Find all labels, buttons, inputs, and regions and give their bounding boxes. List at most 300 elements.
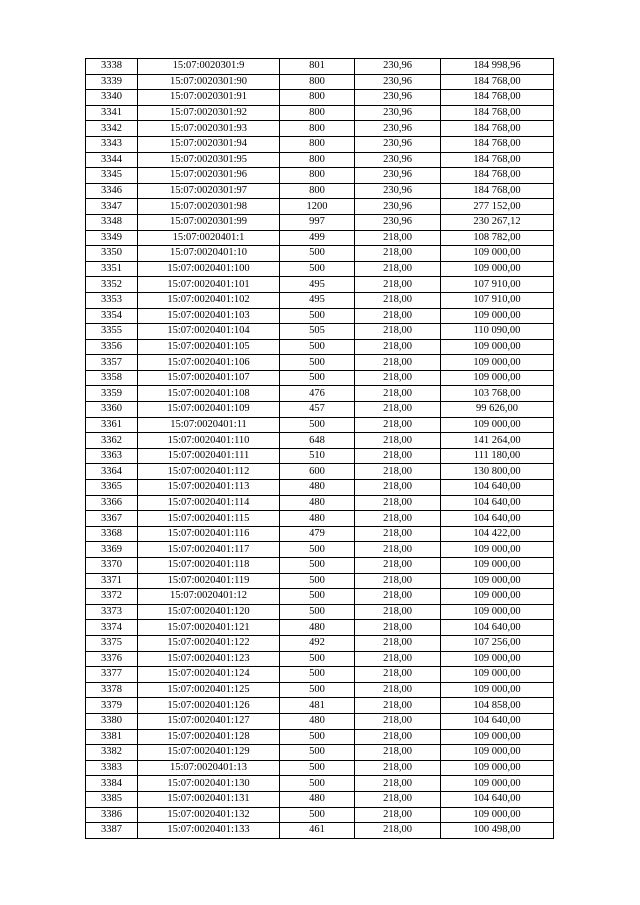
area-cell: 500 xyxy=(280,667,355,683)
row-number-cell: 3387 xyxy=(86,823,138,839)
value-cell: 109 000,00 xyxy=(441,573,554,589)
row-number-cell: 3385 xyxy=(86,791,138,807)
rate-cell: 218,00 xyxy=(355,558,441,574)
row-number-cell: 3381 xyxy=(86,729,138,745)
cadastral-number-cell: 15:07:0020401:127 xyxy=(138,713,280,729)
row-number-cell: 3352 xyxy=(86,277,138,293)
value-cell: 107 910,00 xyxy=(441,277,554,293)
cadastral-number-cell: 15:07:0020401:132 xyxy=(138,807,280,823)
cadastral-number-cell: 15:07:0020401:116 xyxy=(138,526,280,542)
rate-cell: 218,00 xyxy=(355,745,441,761)
value-cell: 141 264,00 xyxy=(441,433,554,449)
area-cell: 499 xyxy=(280,230,355,246)
value-cell: 104 640,00 xyxy=(441,791,554,807)
table-row xyxy=(86,542,554,558)
value-cell: 230 267,12 xyxy=(441,214,554,230)
area-cell: 500 xyxy=(280,417,355,433)
row-number-cell: 3356 xyxy=(86,339,138,355)
area-cell: 997 xyxy=(280,214,355,230)
table-row xyxy=(86,823,554,839)
value-cell: 104 640,00 xyxy=(441,511,554,527)
value-cell: 100 498,00 xyxy=(441,823,554,839)
rate-cell: 218,00 xyxy=(355,355,441,371)
row-number-cell: 3366 xyxy=(86,495,138,511)
rate-cell: 230,96 xyxy=(355,199,441,215)
cadastral-number-cell: 15:07:0020301:9 xyxy=(138,59,280,75)
cadastral-number-cell: 15:07:0020401:120 xyxy=(138,604,280,620)
area-cell: 481 xyxy=(280,698,355,714)
area-cell: 500 xyxy=(280,246,355,262)
rate-cell: 218,00 xyxy=(355,526,441,542)
cadastral-number-cell: 15:07:0020301:92 xyxy=(138,105,280,121)
table-row xyxy=(86,308,554,324)
row-number-cell: 3384 xyxy=(86,776,138,792)
table-row xyxy=(86,152,554,168)
cadastral-number-cell: 15:07:0020401:111 xyxy=(138,448,280,464)
value-cell: 184 768,00 xyxy=(441,74,554,90)
area-cell: 510 xyxy=(280,448,355,464)
value-cell: 109 000,00 xyxy=(441,745,554,761)
area-cell: 480 xyxy=(280,713,355,729)
cadastral-number-cell: 15:07:0020401:13 xyxy=(138,760,280,776)
rate-cell: 218,00 xyxy=(355,791,441,807)
row-number-cell: 3364 xyxy=(86,464,138,480)
area-cell: 500 xyxy=(280,776,355,792)
table-row xyxy=(86,292,554,308)
value-cell: 184 768,00 xyxy=(441,90,554,106)
table-row xyxy=(86,230,554,246)
table-row xyxy=(86,698,554,714)
cadastral-number-cell: 15:07:0020401:129 xyxy=(138,745,280,761)
row-number-cell: 3386 xyxy=(86,807,138,823)
row-number-cell: 3342 xyxy=(86,121,138,137)
table-row xyxy=(86,370,554,386)
table-row xyxy=(86,261,554,277)
table-row xyxy=(86,511,554,527)
cadastral-number-cell: 15:07:0020301:95 xyxy=(138,152,280,168)
cadastral-number-cell: 15:07:0020301:97 xyxy=(138,183,280,199)
table-row xyxy=(86,495,554,511)
area-cell: 800 xyxy=(280,105,355,121)
row-number-cell: 3350 xyxy=(86,246,138,262)
table-row xyxy=(86,776,554,792)
table-row xyxy=(86,121,554,137)
area-cell: 500 xyxy=(280,339,355,355)
cadastral-number-cell: 15:07:0020401:118 xyxy=(138,558,280,574)
row-number-cell: 3359 xyxy=(86,386,138,402)
area-cell: 800 xyxy=(280,136,355,152)
row-number-cell: 3344 xyxy=(86,152,138,168)
value-cell: 184 768,00 xyxy=(441,168,554,184)
row-number-cell: 3355 xyxy=(86,324,138,340)
rate-cell: 218,00 xyxy=(355,417,441,433)
cadastral-number-cell: 15:07:0020401:1 xyxy=(138,230,280,246)
value-cell: 277 152,00 xyxy=(441,199,554,215)
rate-cell: 218,00 xyxy=(355,480,441,496)
rate-cell: 218,00 xyxy=(355,308,441,324)
rate-cell: 218,00 xyxy=(355,339,441,355)
area-cell: 480 xyxy=(280,791,355,807)
cadastral-number-cell: 15:07:0020401:128 xyxy=(138,729,280,745)
value-cell: 109 000,00 xyxy=(441,667,554,683)
table-row xyxy=(86,339,554,355)
value-cell: 107 910,00 xyxy=(441,292,554,308)
value-cell: 107 256,00 xyxy=(441,635,554,651)
cadastral-number-cell: 15:07:0020401:102 xyxy=(138,292,280,308)
table-row xyxy=(86,183,554,199)
cadastral-number-cell: 15:07:0020301:98 xyxy=(138,199,280,215)
area-cell: 480 xyxy=(280,620,355,636)
value-cell: 109 000,00 xyxy=(441,604,554,620)
cadastral-number-cell: 15:07:0020401:11 xyxy=(138,417,280,433)
table-row xyxy=(86,620,554,636)
rate-cell: 218,00 xyxy=(355,433,441,449)
value-cell: 109 000,00 xyxy=(441,776,554,792)
table-row xyxy=(86,386,554,402)
value-cell: 109 000,00 xyxy=(441,807,554,823)
table-row xyxy=(86,713,554,729)
row-number-cell: 3341 xyxy=(86,105,138,121)
rate-cell: 230,96 xyxy=(355,74,441,90)
area-cell: 495 xyxy=(280,292,355,308)
table-row xyxy=(86,573,554,589)
rate-cell: 218,00 xyxy=(355,230,441,246)
cadastral-number-cell: 15:07:0020401:131 xyxy=(138,791,280,807)
area-cell: 492 xyxy=(280,635,355,651)
table-row xyxy=(86,791,554,807)
value-cell: 184 768,00 xyxy=(441,121,554,137)
table-row xyxy=(86,433,554,449)
rate-cell: 218,00 xyxy=(355,386,441,402)
row-number-cell: 3339 xyxy=(86,74,138,90)
value-cell: 109 000,00 xyxy=(441,355,554,371)
table-row xyxy=(86,168,554,184)
rate-cell: 218,00 xyxy=(355,713,441,729)
rate-cell: 218,00 xyxy=(355,729,441,745)
area-cell: 801 xyxy=(280,59,355,75)
cadastral-number-cell: 15:07:0020301:93 xyxy=(138,121,280,137)
rate-cell: 218,00 xyxy=(355,324,441,340)
table-row xyxy=(86,729,554,745)
rate-cell: 218,00 xyxy=(355,542,441,558)
table-row xyxy=(86,277,554,293)
value-cell: 109 000,00 xyxy=(441,542,554,558)
row-number-cell: 3376 xyxy=(86,651,138,667)
rate-cell: 218,00 xyxy=(355,620,441,636)
cadastral-number-cell: 15:07:0020401:113 xyxy=(138,480,280,496)
area-cell: 500 xyxy=(280,589,355,605)
cadastral-number-cell: 15:07:0020301:90 xyxy=(138,74,280,90)
table-row xyxy=(86,604,554,620)
table-row xyxy=(86,448,554,464)
rate-cell: 218,00 xyxy=(355,277,441,293)
rate-cell: 218,00 xyxy=(355,760,441,776)
value-cell: 109 000,00 xyxy=(441,589,554,605)
table-row xyxy=(86,745,554,761)
row-number-cell: 3361 xyxy=(86,417,138,433)
area-cell: 648 xyxy=(280,433,355,449)
area-cell: 500 xyxy=(280,261,355,277)
value-cell: 109 000,00 xyxy=(441,651,554,667)
table-row xyxy=(86,105,554,121)
table-row xyxy=(86,214,554,230)
area-cell: 505 xyxy=(280,324,355,340)
row-number-cell: 3345 xyxy=(86,168,138,184)
area-cell: 800 xyxy=(280,74,355,90)
row-number-cell: 3378 xyxy=(86,682,138,698)
cadastral-number-cell: 15:07:0020401:133 xyxy=(138,823,280,839)
rate-cell: 218,00 xyxy=(355,292,441,308)
rate-cell: 230,96 xyxy=(355,105,441,121)
row-number-cell: 3357 xyxy=(86,355,138,371)
value-cell: 109 000,00 xyxy=(441,558,554,574)
row-number-cell: 3360 xyxy=(86,402,138,418)
value-cell: 104 640,00 xyxy=(441,713,554,729)
value-cell: 104 422,00 xyxy=(441,526,554,542)
value-cell: 109 000,00 xyxy=(441,308,554,324)
value-cell: 104 640,00 xyxy=(441,480,554,496)
table-row xyxy=(86,760,554,776)
cadastral-number-cell: 15:07:0020401:115 xyxy=(138,511,280,527)
value-cell: 184 768,00 xyxy=(441,183,554,199)
area-cell: 457 xyxy=(280,402,355,418)
area-cell: 500 xyxy=(280,370,355,386)
rate-cell: 218,00 xyxy=(355,635,441,651)
rate-cell: 218,00 xyxy=(355,698,441,714)
area-cell: 500 xyxy=(280,745,355,761)
value-cell: 104 640,00 xyxy=(441,495,554,511)
cadastral-number-cell: 15:07:0020401:121 xyxy=(138,620,280,636)
value-cell: 109 000,00 xyxy=(441,729,554,745)
table-row xyxy=(86,526,554,542)
row-number-cell: 3368 xyxy=(86,526,138,542)
table-row xyxy=(86,402,554,418)
table-row xyxy=(86,246,554,262)
area-cell: 800 xyxy=(280,168,355,184)
area-cell: 800 xyxy=(280,121,355,137)
value-cell: 184 768,00 xyxy=(441,105,554,121)
rate-cell: 218,00 xyxy=(355,682,441,698)
area-cell: 800 xyxy=(280,90,355,106)
table-row xyxy=(86,667,554,683)
rate-cell: 230,96 xyxy=(355,183,441,199)
cadastral-number-cell: 15:07:0020301:96 xyxy=(138,168,280,184)
rate-cell: 230,96 xyxy=(355,136,441,152)
cadastral-number-cell: 15:07:0020401:130 xyxy=(138,776,280,792)
area-cell: 600 xyxy=(280,464,355,480)
cadastral-number-cell: 15:07:0020301:91 xyxy=(138,90,280,106)
row-number-cell: 3348 xyxy=(86,214,138,230)
area-cell: 480 xyxy=(280,480,355,496)
table-row xyxy=(86,651,554,667)
rate-cell: 230,96 xyxy=(355,121,441,137)
rate-cell: 218,00 xyxy=(355,511,441,527)
value-cell: 109 000,00 xyxy=(441,417,554,433)
value-cell: 109 000,00 xyxy=(441,370,554,386)
area-cell: 476 xyxy=(280,386,355,402)
table-row xyxy=(86,807,554,823)
cadastral-number-cell: 15:07:0020401:105 xyxy=(138,339,280,355)
area-cell: 800 xyxy=(280,152,355,168)
row-number-cell: 3377 xyxy=(86,667,138,683)
table-row xyxy=(86,417,554,433)
cadastral-number-cell: 15:07:0020401:124 xyxy=(138,667,280,683)
area-cell: 495 xyxy=(280,277,355,293)
area-cell: 480 xyxy=(280,495,355,511)
area-cell: 500 xyxy=(280,760,355,776)
rate-cell: 218,00 xyxy=(355,573,441,589)
row-number-cell: 3354 xyxy=(86,308,138,324)
rate-cell: 218,00 xyxy=(355,604,441,620)
value-cell: 104 640,00 xyxy=(441,620,554,636)
cadastral-number-cell: 15:07:0020401:101 xyxy=(138,277,280,293)
value-cell: 109 000,00 xyxy=(441,261,554,277)
value-cell: 109 000,00 xyxy=(441,760,554,776)
rate-cell: 230,96 xyxy=(355,152,441,168)
rate-cell: 218,00 xyxy=(355,667,441,683)
row-number-cell: 3373 xyxy=(86,604,138,620)
cadastral-number-cell: 15:07:0020401:117 xyxy=(138,542,280,558)
area-cell: 500 xyxy=(280,308,355,324)
table-row xyxy=(86,682,554,698)
value-cell: 184 998,96 xyxy=(441,59,554,75)
rate-cell: 218,00 xyxy=(355,448,441,464)
row-number-cell: 3340 xyxy=(86,90,138,106)
table-row xyxy=(86,324,554,340)
row-number-cell: 3346 xyxy=(86,183,138,199)
cadastral-number-cell: 15:07:0020401:108 xyxy=(138,386,280,402)
area-cell: 461 xyxy=(280,823,355,839)
row-number-cell: 3367 xyxy=(86,511,138,527)
row-number-cell: 3351 xyxy=(86,261,138,277)
area-cell: 500 xyxy=(280,558,355,574)
row-number-cell: 3349 xyxy=(86,230,138,246)
cadastral-number-cell: 15:07:0020401:10 xyxy=(138,246,280,262)
rate-cell: 218,00 xyxy=(355,807,441,823)
cadastral-number-cell: 15:07:0020401:100 xyxy=(138,261,280,277)
cadastral-number-cell: 15:07:0020401:110 xyxy=(138,433,280,449)
rate-cell: 218,00 xyxy=(355,776,441,792)
row-number-cell: 3371 xyxy=(86,573,138,589)
area-cell: 480 xyxy=(280,511,355,527)
row-number-cell: 3338 xyxy=(86,59,138,75)
table-row xyxy=(86,59,554,75)
value-cell: 108 782,00 xyxy=(441,230,554,246)
rate-cell: 218,00 xyxy=(355,823,441,839)
rate-cell: 218,00 xyxy=(355,261,441,277)
row-number-cell: 3363 xyxy=(86,448,138,464)
cadastral-number-cell: 15:07:0020401:104 xyxy=(138,324,280,340)
row-number-cell: 3372 xyxy=(86,589,138,605)
area-cell: 500 xyxy=(280,651,355,667)
value-cell: 104 858,00 xyxy=(441,698,554,714)
land-parcel-table xyxy=(85,58,554,839)
value-cell: 109 000,00 xyxy=(441,682,554,698)
row-number-cell: 3375 xyxy=(86,635,138,651)
row-number-cell: 3343 xyxy=(86,136,138,152)
row-number-cell: 3379 xyxy=(86,698,138,714)
cadastral-number-cell: 15:07:0020401:12 xyxy=(138,589,280,605)
row-number-cell: 3374 xyxy=(86,620,138,636)
rate-cell: 230,96 xyxy=(355,214,441,230)
value-cell: 109 000,00 xyxy=(441,246,554,262)
cadastral-number-cell: 15:07:0020301:94 xyxy=(138,136,280,152)
table-row xyxy=(86,199,554,215)
cadastral-number-cell: 15:07:0020401:123 xyxy=(138,651,280,667)
cadastral-number-cell: 15:07:0020401:125 xyxy=(138,682,280,698)
row-number-cell: 3382 xyxy=(86,745,138,761)
rate-cell: 218,00 xyxy=(355,402,441,418)
area-cell: 500 xyxy=(280,807,355,823)
cadastral-number-cell: 15:07:0020401:119 xyxy=(138,573,280,589)
cadastral-number-cell: 15:07:0020401:109 xyxy=(138,402,280,418)
area-cell: 1200 xyxy=(280,199,355,215)
area-cell: 500 xyxy=(280,573,355,589)
cadastral-number-cell: 15:07:0020401:106 xyxy=(138,355,280,371)
table-row xyxy=(86,90,554,106)
row-number-cell: 3353 xyxy=(86,292,138,308)
value-cell: 184 768,00 xyxy=(441,152,554,168)
area-cell: 500 xyxy=(280,604,355,620)
area-cell: 500 xyxy=(280,355,355,371)
table-row xyxy=(86,136,554,152)
value-cell: 103 768,00 xyxy=(441,386,554,402)
area-cell: 500 xyxy=(280,729,355,745)
area-cell: 500 xyxy=(280,682,355,698)
cadastral-number-cell: 15:07:0020301:99 xyxy=(138,214,280,230)
value-cell: 109 000,00 xyxy=(441,339,554,355)
row-number-cell: 3362 xyxy=(86,433,138,449)
area-cell: 500 xyxy=(280,542,355,558)
row-number-cell: 3358 xyxy=(86,370,138,386)
table-row xyxy=(86,464,554,480)
table-body xyxy=(86,59,554,839)
rate-cell: 218,00 xyxy=(355,651,441,667)
table-row xyxy=(86,589,554,605)
rate-cell: 218,00 xyxy=(355,495,441,511)
rate-cell: 230,96 xyxy=(355,168,441,184)
table-row xyxy=(86,558,554,574)
area-cell: 479 xyxy=(280,526,355,542)
table-row xyxy=(86,74,554,90)
table-row xyxy=(86,480,554,496)
row-number-cell: 3383 xyxy=(86,760,138,776)
rate-cell: 230,96 xyxy=(355,90,441,106)
rate-cell: 218,00 xyxy=(355,370,441,386)
row-number-cell: 3370 xyxy=(86,558,138,574)
cadastral-number-cell: 15:07:0020401:112 xyxy=(138,464,280,480)
value-cell: 111 180,00 xyxy=(441,448,554,464)
cadastral-number-cell: 15:07:0020401:107 xyxy=(138,370,280,386)
rate-cell: 218,00 xyxy=(355,246,441,262)
row-number-cell: 3380 xyxy=(86,713,138,729)
rate-cell: 230,96 xyxy=(355,59,441,75)
value-cell: 184 768,00 xyxy=(441,136,554,152)
cadastral-number-cell: 15:07:0020401:126 xyxy=(138,698,280,714)
area-cell: 800 xyxy=(280,183,355,199)
value-cell: 99 626,00 xyxy=(441,402,554,418)
row-number-cell: 3365 xyxy=(86,480,138,496)
rate-cell: 218,00 xyxy=(355,589,441,605)
cadastral-number-cell: 15:07:0020401:114 xyxy=(138,495,280,511)
rate-cell: 218,00 xyxy=(355,464,441,480)
row-number-cell: 3347 xyxy=(86,199,138,215)
value-cell: 130 800,00 xyxy=(441,464,554,480)
cadastral-number-cell: 15:07:0020401:103 xyxy=(138,308,280,324)
row-number-cell: 3369 xyxy=(86,542,138,558)
table-row xyxy=(86,355,554,371)
value-cell: 110 090,00 xyxy=(441,324,554,340)
